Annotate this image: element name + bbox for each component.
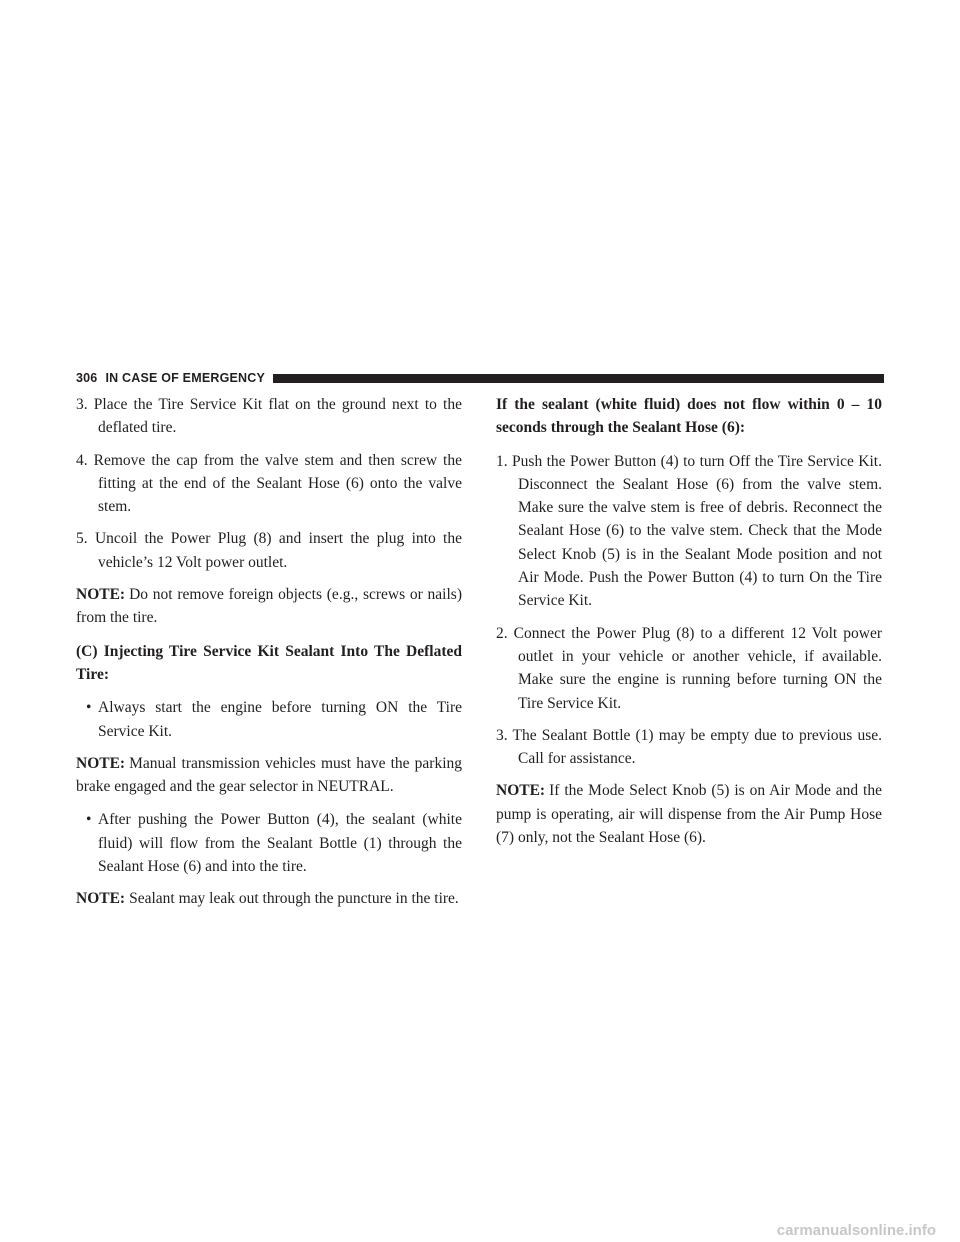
bullet-mark: •	[86, 811, 92, 829]
note-air-mode	[496, 779, 882, 849]
right-column	[496, 393, 882, 859]
note-manual-transmission	[76, 752, 462, 799]
bullet-text: Always start the engine before turning ON the Tire Service Kit.	[98, 699, 462, 740]
bullet-text: After pushing the Power Button (4), the sealant (white fluid) will flow from the Sealant Bottle (1) through the Sealant Hose (6) and into the tire.	[98, 811, 462, 876]
note-label: NOTE:	[76, 890, 126, 908]
page-header	[76, 369, 884, 387]
troubleshoot-heading: If the sealant (white fluid) does not flow within 0 – 10 seconds through the Sealant Hose (6):	[496, 396, 882, 437]
troubleshoot-step-3: 3. The Sealant Bottle (1) may be empty due to previous use. Call for assistance.	[496, 726, 882, 768]
bullet-start-engine	[76, 696, 462, 743]
section-title: IN CASE OF EMERGENCY	[105, 371, 266, 385]
step-4: 4. Remove the cap from the valve stem and then screw the fitting at the end of the Sealant Hose (6) onto the valve stem.	[76, 451, 462, 516]
troubleshoot-step-2: 2. Connect the Power Plug (8) to a different 12 Volt power outlet in your vehicle or another vehicle, if available. Make sure the engine is running before turning ON the Tire Service Kit.	[496, 624, 882, 712]
note-text: Do not remove foreign objects (e.g., screws or nails) from the tire.	[76, 586, 462, 627]
page-number: 306	[76, 371, 98, 385]
note-foreign-objects	[76, 583, 462, 630]
step-3: 3. Place the Tire Service Kit flat on the ground next to the deflated tire.	[76, 396, 462, 437]
note-label: NOTE:	[76, 754, 126, 772]
bullet-power-button	[76, 808, 462, 878]
header-rule	[273, 374, 884, 383]
watermark: carmanualsonline.info	[776, 1222, 936, 1239]
note-label: NOTE:	[76, 586, 126, 604]
note-text: If the Mode Select Knob (5) is on Air Mode and the pump is operating, air will dispense from the Air Pump Hose (7) only, not the Sealant Hose (6).	[496, 782, 882, 847]
bullet-mark: •	[86, 699, 92, 717]
note-label: NOTE:	[496, 782, 546, 800]
note-text: Manual transmission vehicles must have the parking brake engaged and the gear selector in NEUTRAL.	[76, 754, 462, 796]
troubleshoot-step-1: 1. Push the Power Button (4) to turn Off the Tire Service Kit. Disconnect the Sealant Hose (6) from the valve stem. Make sure the valve stem is free of debris. Reconnect the Sealant Hose (6) to the valve stem. Check that the Mode Select Knob (5) is in the Sealant Mode position and not Air Mode. Push the Power Button (4) to turn On the Tire Service Kit.	[496, 452, 882, 610]
section-heading-c: (C) Injecting Tire Service Kit Sealant Into The Deflated Tire:	[76, 642, 462, 683]
note-text: Sealant may leak out through the puncture in the tire.	[129, 890, 459, 908]
left-column	[76, 393, 462, 921]
note-sealant-leak	[76, 887, 462, 910]
step-5: 5. Uncoil the Power Plug (8) and insert the plug into the vehicle’s 12 Volt power outlet.	[76, 530, 462, 571]
